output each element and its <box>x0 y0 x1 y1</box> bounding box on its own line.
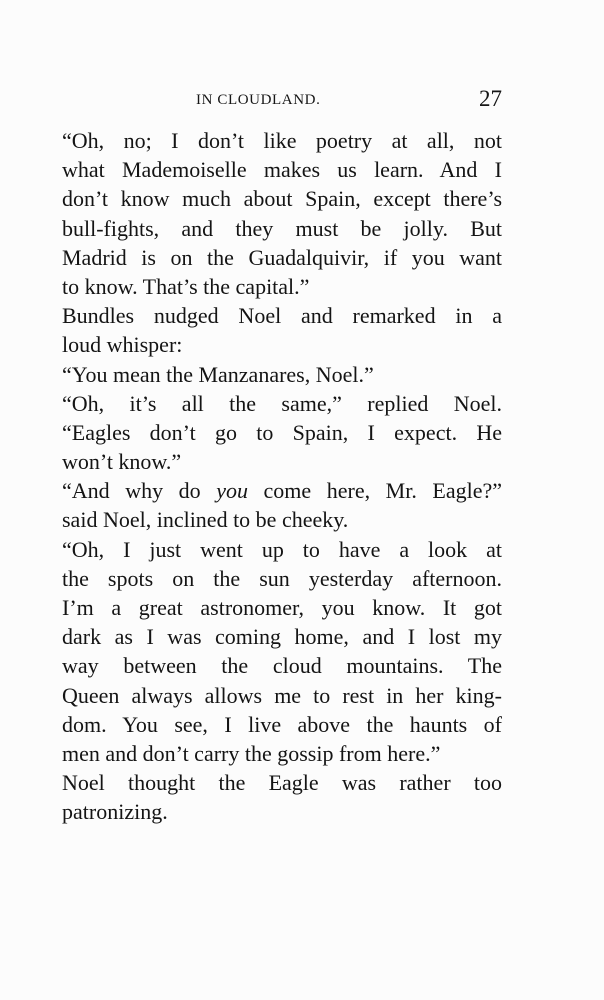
text-line: Queen always allows me to rest in her king- <box>62 682 502 708</box>
text-line: loud whisper: <box>62 332 183 358</box>
text-line <box>62 476 502 505</box>
text-line: to know. That’s the capital.” <box>62 273 310 299</box>
text-span: come here, Mr. Eagle?” <box>247 478 502 504</box>
text-span: “And why do <box>62 478 217 504</box>
emphasis: you <box>216 478 248 504</box>
text-line: don’t know much about Spain, except there’s <box>62 186 502 212</box>
text-line: “Oh, I just went up to have a look at <box>62 536 502 562</box>
text-line: “Eagles don’t go to Spain, I expect. He <box>62 419 502 445</box>
text-line: the spots on the sun yesterday afternoon. <box>62 565 502 591</box>
running-head <box>62 88 502 118</box>
text-line: won’t know.” <box>62 449 182 475</box>
text-line: “Oh, it’s all the same,” replied Noel. <box>62 390 502 416</box>
text-line: patronizing. <box>62 799 168 825</box>
page-number: 27 <box>479 86 502 111</box>
text-line: dark as I was coming home, and I lost my <box>62 624 502 650</box>
text-line: said Noel, inclined to be cheeky. <box>62 507 349 533</box>
text-line: “You mean the Manzanares, Noel.” <box>62 361 374 387</box>
text-line: Bundles nudged Noel and remarked in a <box>62 303 502 329</box>
text-line: dom. You see, I live above the haunts of <box>62 711 502 737</box>
body-text <box>62 126 502 827</box>
text-line: “Oh, no; I don’t like poetry at all, not <box>62 128 502 153</box>
text-line: men and don’t carry the gossip from here.” <box>62 740 441 766</box>
text-line: way between the cloud mountains. The <box>62 653 502 679</box>
text-line: I’m a great astronomer, you know. It got <box>62 595 502 620</box>
running-head-title: IN CLOUDLAND. <box>196 92 321 108</box>
text-line: what Mademoiselle makes us learn. And I <box>62 157 502 183</box>
text-line: Noel thought the Eagle was rather too <box>62 770 502 796</box>
text-line: Madrid is on the Guadalquivir, if you want <box>62 244 502 270</box>
text-line: bull-fights, and they must be jolly. But <box>62 215 502 241</box>
